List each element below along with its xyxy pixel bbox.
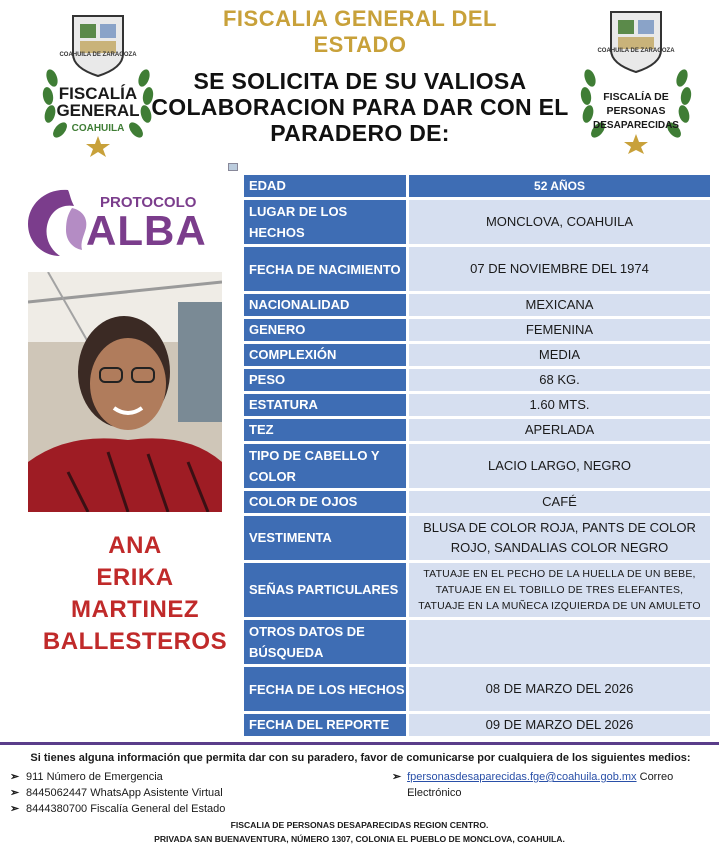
field-value: 07 DE NOVIEMBRE DEL 1974: [409, 247, 710, 291]
footer-divider: [0, 742, 719, 745]
arrow-bullet-icon: ➢: [10, 787, 20, 799]
field-value: 08 DE MARZO DEL 2026: [409, 667, 710, 711]
fiscalia-general-seal: COAHUILA DE ZARAGOZA FISCALÍA GENERAL COAHUILA: [38, 8, 158, 158]
table-row: [244, 394, 710, 416]
field-label: COLOR DE OJOS: [244, 491, 409, 513]
field-label: VESTIMENTA: [244, 516, 409, 560]
field-label: OTROS DATOS DE BÚSQUEDA: [244, 620, 409, 664]
table-row: [244, 369, 710, 391]
field-label: FECHA DE LOS HECHOS: [244, 667, 409, 711]
list-item: [10, 769, 370, 785]
fiscalia-personas-desaparecidas-seal: COAHUILA DE ZARAGOZA FISCALÍA DE PERSONAS DESAPARECIDAS: [576, 4, 696, 154]
field-value: MEXICANA: [409, 294, 710, 316]
email-link[interactable]: fpersonasdesaparecidas.fge@coahuila.gob.mx: [407, 771, 637, 783]
field-label: FECHA DEL REPORTE: [244, 714, 409, 736]
field-label: FECHA DE NACIMIENTO: [244, 247, 409, 291]
field-value: CAFÉ: [409, 491, 710, 513]
woman-profile-icon: [24, 186, 94, 258]
person-details-table: [244, 172, 710, 739]
email-suffix: Correo Electrónico: [407, 771, 674, 799]
arrow-bullet-icon: ➢: [10, 803, 20, 815]
request-heading: SE SOLICITA DE SU VALIOSA COLABORACION PARA DAR CON EL PARADERO DE:: [151, 68, 569, 146]
list-item: [10, 801, 370, 817]
field-label: COMPLEXIÓN: [244, 344, 409, 366]
field-label: NACIONALIDAD: [244, 294, 409, 316]
table-row: [244, 444, 710, 488]
table-row: [244, 344, 710, 366]
field-label: ESTATURA: [244, 394, 409, 416]
contact-emergency: 911 Número de Emergencia: [26, 771, 163, 783]
field-label: TIPO DE CABELLO Y COLOR: [244, 444, 409, 488]
table-row: [244, 247, 710, 291]
agency-title: FISCALIA GENERAL DEL ESTADO: [222, 6, 497, 57]
contact-fiscalia: 8444380700 Fiscalía General del Estado: [26, 803, 226, 815]
field-value: 68 KG.: [409, 369, 710, 391]
table-row: [244, 714, 710, 736]
field-label: GENERO: [244, 319, 409, 341]
field-value: 1.60 MTS.: [409, 394, 710, 416]
name-line: BALLESTEROS: [42, 628, 228, 655]
table-row: [244, 294, 710, 316]
field-label: PESO: [244, 369, 409, 391]
table-row: [244, 491, 710, 513]
address-line-2: PRIVADA SAN BUENAVENTURA, NÚMERO 1307, COLONIA EL PUEBLO DE MONCLOVA, COAHUILA.: [154, 834, 565, 844]
arrow-bullet-icon: ➢: [392, 771, 402, 783]
field-value: BLUSA DE COLOR ROJA, PANTS DE COLOR ROJO, SANDALIAS COLOR NEGRO: [409, 516, 710, 560]
table-row: [244, 667, 710, 711]
name-line: ANA: [108, 532, 162, 559]
arrow-bullet-icon: ➢: [10, 771, 20, 783]
field-label: SEÑAS PARTICULARES: [244, 563, 409, 617]
list-item: [10, 785, 370, 801]
field-value: APERLADA: [409, 419, 710, 441]
table-row: [244, 516, 710, 560]
missing-person-name: [40, 530, 230, 658]
name-line: MARTINEZ: [71, 596, 199, 623]
table-row: [244, 319, 710, 341]
table-row: [244, 419, 710, 441]
field-label: LUGAR DE LOS HECHOS: [244, 200, 409, 244]
field-value: 09 DE MARZO DEL 2026: [409, 714, 710, 736]
contact-whatsapp: 8445062447 WhatsApp Asistente Virtual: [26, 787, 223, 799]
field-value: MONCLOVA, COAHUILA: [409, 200, 710, 244]
address-line-1: FISCALIA DE PERSONAS DESAPARECIDAS REGION CENTRO.: [230, 820, 489, 830]
contact-intro: Si tienes alguna información que permita dar con su paradero, favor de comunicarse por cualquiera de los siguientes medios:: [30, 752, 691, 764]
field-value: 52 AÑOS: [409, 175, 710, 197]
small-marker: [228, 163, 238, 171]
field-label: TEZ: [244, 419, 409, 441]
field-value: LACIO LARGO, NEGRO: [409, 444, 710, 488]
field-value: MEDIA: [409, 344, 710, 366]
contact-email: [392, 769, 712, 801]
field-label: EDAD: [244, 175, 409, 197]
list-item: [392, 769, 712, 801]
contact-list: [10, 769, 370, 817]
table-row: [244, 175, 710, 197]
field-value: [409, 620, 710, 664]
field-value: FEMENINA: [409, 319, 710, 341]
missing-person-photo: [28, 272, 222, 512]
table-row: [244, 200, 710, 244]
table-row: [244, 563, 710, 617]
table-row: [244, 620, 710, 664]
name-line: ERIKA: [96, 564, 174, 591]
protocolo-alba-logo: PROTOCOLO ALBA: [24, 186, 224, 258]
field-value: TATUAJE EN EL PECHO DE LA HUELLA DE UN BEBE, TATUAJE EN EL TOBILLO DE TRES ELEFANTES, TATUAJE EN LA MUÑECA IZQUIERDA DE UN AMULETO: [409, 563, 710, 617]
